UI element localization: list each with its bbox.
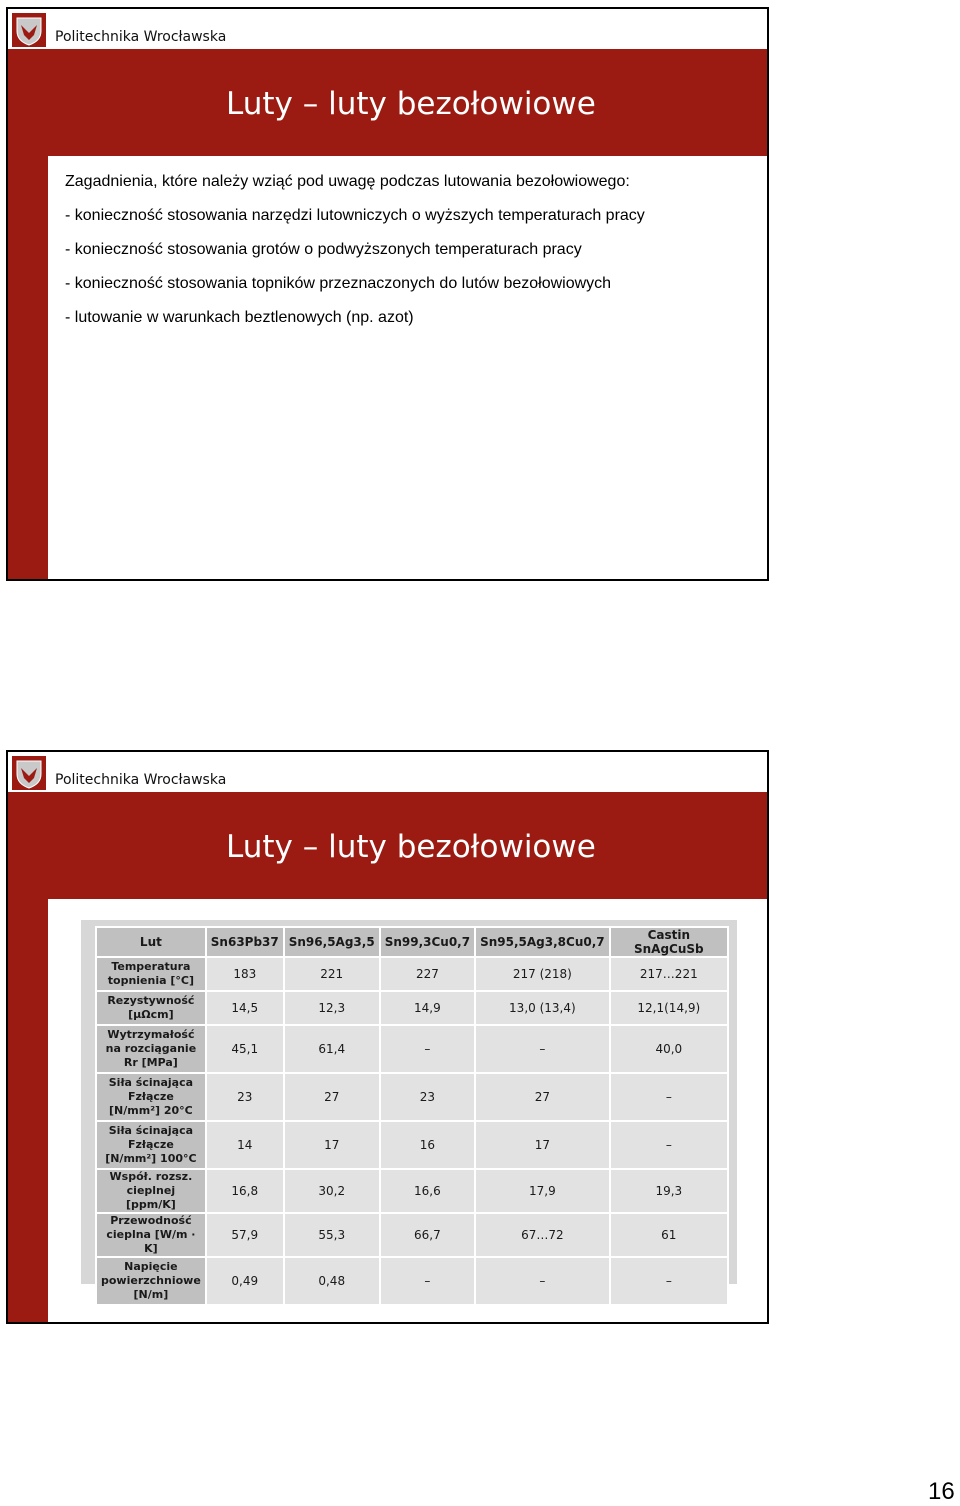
row-header: Rezystywność [μΩcm]	[96, 991, 206, 1025]
table-cell: 23	[380, 1073, 475, 1121]
table-cell: 30,2	[284, 1169, 380, 1213]
bullet-flux: - konieczność stosowania topników przeznaczonych do lutów bezołowiowych	[65, 275, 612, 292]
table-cell: –	[475, 1025, 610, 1073]
table-cell: 183	[206, 957, 284, 991]
side-stripe	[8, 752, 48, 1322]
table-cell: 27	[284, 1073, 380, 1121]
paragraph-intro: Zagadnienia, które należy wziąć pod uwagę podczas lutowania bezołowiowego:	[65, 173, 630, 190]
column-header: Sn96,5Ag3,5	[284, 927, 380, 957]
row-header: Napięcie powierzchniowe [N/m]	[96, 1257, 206, 1305]
column-header: Lut	[96, 927, 206, 957]
table-cell: 67…72	[475, 1213, 610, 1257]
table-cell: 57,9	[206, 1213, 284, 1257]
column-header: Sn95,5Ag3,8Cu0,7	[475, 927, 610, 957]
table-cell: 227	[380, 957, 475, 991]
table-header-row	[96, 927, 728, 957]
table-cell: 14,5	[206, 991, 284, 1025]
table-cell: –	[610, 1073, 728, 1121]
row-header: Przewodność cieplna [W/m · K]	[96, 1213, 206, 1257]
table-cell: –	[380, 1025, 475, 1073]
table-cell: 16,6	[380, 1169, 475, 1213]
slide-1	[6, 7, 769, 581]
table-cell: 14	[206, 1121, 284, 1169]
table-row	[96, 1073, 728, 1121]
table-cell: 17	[475, 1121, 610, 1169]
bullet-tips: - konieczność stosowania grotów o podwyższonych temperaturach pracy	[65, 241, 582, 258]
table-cell: 55,3	[284, 1213, 380, 1257]
table-cell: 13,0 (13,4)	[475, 991, 610, 1025]
row-header: Wytrzymałość na rozciąganie Rr [MPa]	[96, 1025, 206, 1073]
table-row	[96, 1257, 728, 1305]
brand-name: Politechnika Wrocławska	[55, 29, 227, 45]
column-header: Castin SnAgCuSb	[610, 927, 728, 957]
table-cell: 217…221	[610, 957, 728, 991]
title-band	[48, 49, 767, 156]
university-logo-icon	[12, 756, 46, 790]
table-cell: –	[380, 1257, 475, 1305]
table-cell: 217 (218)	[475, 957, 610, 991]
table-cell: 0,49	[206, 1257, 284, 1305]
table-row	[96, 957, 728, 991]
table-row	[96, 1121, 728, 1169]
table-cell: 45,1	[206, 1025, 284, 1073]
table-cell: 16	[380, 1121, 475, 1169]
table-row	[96, 1025, 728, 1073]
table-cell: 19,3	[610, 1169, 728, 1213]
table-row	[96, 991, 728, 1025]
side-stripe	[8, 9, 48, 579]
table-cell: 61	[610, 1213, 728, 1257]
row-header: Temperatura topnienia [°C]	[96, 957, 206, 991]
table-cell: 17,9	[475, 1169, 610, 1213]
table-cell: 12,1(14,9)	[610, 991, 728, 1025]
table-cell: 17	[284, 1121, 380, 1169]
slide-title: Luty – luty bezołowiowe	[226, 86, 596, 122]
page-number: 16	[928, 1478, 955, 1505]
table-row	[96, 1213, 728, 1257]
table-cell: 12,3	[284, 991, 380, 1025]
bullet-nitrogen: - lutowanie w warunkach beztlenowych (np. azot)	[65, 309, 414, 326]
table-cell: –	[610, 1257, 728, 1305]
title-band	[48, 792, 767, 899]
column-header: Sn63Pb37	[206, 927, 284, 957]
row-header: Współ. rozsz. cieplnej [ppm/K]	[96, 1169, 206, 1213]
table-cell: –	[475, 1257, 610, 1305]
table-cell: 66,7	[380, 1213, 475, 1257]
slide-content	[65, 171, 735, 341]
row-header: Siła ścinająca Fzłącze [N/mm²] 100°C	[96, 1121, 206, 1169]
table-row	[96, 1169, 728, 1213]
solder-table-image	[81, 920, 737, 1301]
table-cell: 40,0	[610, 1025, 728, 1073]
slide-2	[6, 750, 769, 1324]
university-logo-icon	[12, 13, 46, 47]
row-header: Siła ścinająca Fzłącze [N/mm²] 20°C	[96, 1073, 206, 1121]
slide-title: Luty – luty bezołowiowe	[226, 829, 596, 865]
solder-properties-table	[95, 926, 729, 1306]
table-cell: 14,9	[380, 991, 475, 1025]
brand-name: Politechnika Wrocławska	[55, 772, 227, 788]
table-cell: 27	[475, 1073, 610, 1121]
bullet-tools: - konieczność stosowania narzędzi lutowniczych o wyższych temperaturach pracy	[65, 207, 645, 224]
table-cell: 61,4	[284, 1025, 380, 1073]
table-cell: 23	[206, 1073, 284, 1121]
table-cell: 0,48	[284, 1257, 380, 1305]
table-cell: 221	[284, 957, 380, 991]
column-header: Sn99,3Cu0,7	[380, 927, 475, 957]
table-cell: 16,8	[206, 1169, 284, 1213]
table-cell: –	[610, 1121, 728, 1169]
